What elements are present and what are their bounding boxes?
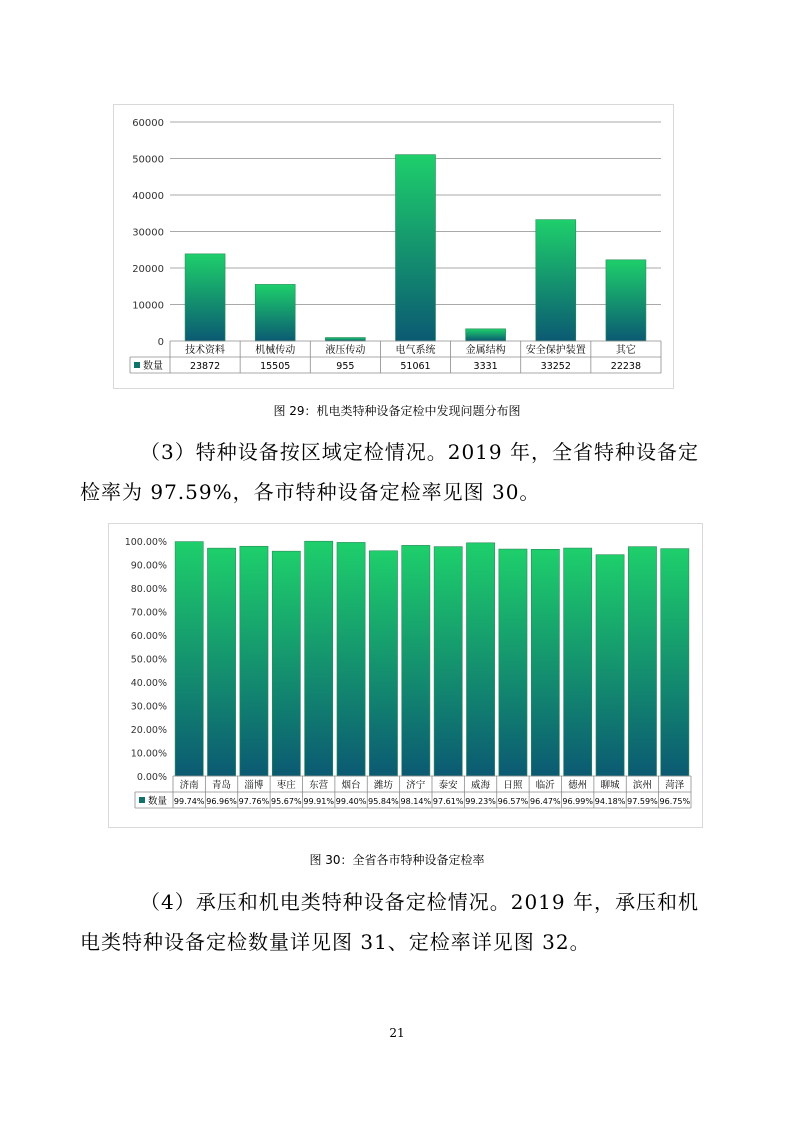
figure-29-caption: 图 29：机电类特种设备定检中发现问题分布图 <box>273 404 521 418</box>
data-label: 51061 <box>400 361 431 372</box>
x-category-label: 泰安 <box>438 780 458 791</box>
bar-威海 <box>466 543 494 776</box>
paragraph-4 <box>80 882 700 962</box>
x-category-label: 聊城 <box>600 780 620 791</box>
x-category-label: 烟台 <box>341 780 361 791</box>
data-label: 99.74% <box>173 797 205 806</box>
legend-marker <box>139 797 145 803</box>
bar-烟台 <box>337 542 365 776</box>
y-tick-label: 30.00% <box>130 701 167 713</box>
y-tick-label: 50.00% <box>130 654 167 666</box>
x-category-label: 电气系统 <box>395 345 436 356</box>
data-label: 97.61% <box>432 797 464 806</box>
data-label: 97.59% <box>627 797 658 806</box>
y-tick-label: 0.00% <box>136 772 167 783</box>
y-tick-label: 30000 <box>132 227 164 239</box>
bar-枣庄 <box>272 551 300 776</box>
data-label: 3331 <box>473 361 498 372</box>
legend-label: 数量 <box>148 796 168 807</box>
data-label: 96.57% <box>497 797 529 806</box>
x-category-label: 其它 <box>615 345 636 356</box>
x-category-label: 日照 <box>503 780 523 791</box>
data-label: 15505 <box>260 361 291 372</box>
y-tick-label: 90.00% <box>130 560 167 572</box>
x-category-label: 德州 <box>568 780 588 791</box>
data-label: 96.47% <box>530 797 561 806</box>
bar-菏泽 <box>661 549 689 776</box>
data-label: 96.75% <box>659 797 691 806</box>
x-category-label: 菏泽 <box>665 780 685 791</box>
y-tick-label: 20000 <box>132 264 164 275</box>
data-label: 97.76% <box>238 797 270 806</box>
x-category-label: 安全保护装置 <box>525 345 586 356</box>
data-label: 99.40% <box>335 797 367 806</box>
bar-安全保护装置 <box>536 220 576 341</box>
x-category-label: 机械传动 <box>255 345 296 356</box>
page-number: 21 <box>389 1026 405 1040</box>
chart-fig30 <box>108 523 703 828</box>
bar-淄博 <box>240 546 268 776</box>
x-category-label: 滨州 <box>632 780 652 791</box>
bar-技术资料 <box>185 254 225 341</box>
x-category-label: 济宁 <box>406 780 426 791</box>
bar-潍坊 <box>369 551 397 776</box>
data-label: 99.23% <box>465 797 496 806</box>
x-category-label: 液压传动 <box>325 345 366 356</box>
data-label: 23872 <box>189 361 221 372</box>
bar-机械传动 <box>255 284 295 341</box>
bar-济宁 <box>402 545 430 776</box>
paragraph-3 <box>80 432 700 512</box>
bar-青岛 <box>207 548 235 776</box>
x-category-label: 淄博 <box>244 780 264 791</box>
data-label: 955 <box>336 361 355 372</box>
bar-液压传动 <box>325 338 365 341</box>
chart-fig30-svg <box>109 524 702 827</box>
y-tick-label: 60000 <box>132 118 164 129</box>
paragraph-3-line-2: 检率为 97.59%，各市特种设备定检率见图 30。 <box>80 480 541 504</box>
data-label: 96.99% <box>562 797 593 806</box>
paragraph-4-line-1: （4）承压和机电类特种设备定检情况。2019 年，承压和机 <box>140 890 699 914</box>
data-label: 95.67% <box>271 797 302 806</box>
data-label: 22238 <box>610 361 642 372</box>
y-tick-label: 50000 <box>132 154 164 166</box>
data-label: 95.84% <box>368 797 399 806</box>
y-tick-label: 20.00% <box>130 725 167 736</box>
bar-日照 <box>499 549 527 776</box>
data-label: 33252 <box>540 361 571 372</box>
paragraph-3-line-1: （3）特种设备按区域定检情况。2019 年，全省特种设备定 <box>140 440 699 464</box>
x-category-label: 济南 <box>179 780 199 791</box>
x-category-label: 东营 <box>309 780 329 791</box>
bar-聊城 <box>596 555 624 776</box>
data-label: 98.14% <box>400 797 432 806</box>
bar-金属结构 <box>466 329 506 341</box>
y-tick-label: 10000 <box>132 300 164 312</box>
y-tick-label: 60.00% <box>130 631 167 642</box>
data-label: 96.96% <box>206 797 237 806</box>
bar-济南 <box>175 542 203 776</box>
x-category-label: 技术资料 <box>185 345 226 356</box>
bar-东营 <box>305 541 333 776</box>
y-tick-label: 10.00% <box>130 748 167 760</box>
bar-电气系统 <box>396 155 436 341</box>
bar-其它 <box>606 260 646 341</box>
y-tick-label: 0 <box>157 337 164 348</box>
x-category-label: 威海 <box>471 780 491 791</box>
legend-label: 数量 <box>143 361 163 372</box>
chart-fig29 <box>113 104 674 389</box>
y-tick-label: 40000 <box>132 191 164 202</box>
bar-德州 <box>564 548 592 776</box>
x-category-label: 枣庄 <box>276 780 296 791</box>
data-label: 94.18% <box>594 797 626 806</box>
figure-30-caption: 图 30：全省各市特种设备定检率 <box>309 853 485 867</box>
legend-marker <box>134 362 140 368</box>
bar-泰安 <box>434 547 462 776</box>
y-tick-label: 100.00% <box>124 537 167 548</box>
y-tick-label: 70.00% <box>130 607 167 619</box>
y-tick-label: 40.00% <box>130 678 167 689</box>
chart-fig29-svg <box>114 105 673 388</box>
bar-滨州 <box>628 547 656 776</box>
x-category-label: 临沂 <box>535 780 555 791</box>
paragraph-4-line-2: 电类特种设备定检数量详见图 31、定检率详见图 32。 <box>80 930 591 954</box>
x-category-label: 潍坊 <box>373 780 393 791</box>
x-category-label: 金属结构 <box>465 345 506 356</box>
bar-临沂 <box>531 549 559 776</box>
x-category-label: 青岛 <box>212 780 232 791</box>
y-tick-label: 80.00% <box>130 584 167 595</box>
data-label: 99.91% <box>303 797 334 806</box>
